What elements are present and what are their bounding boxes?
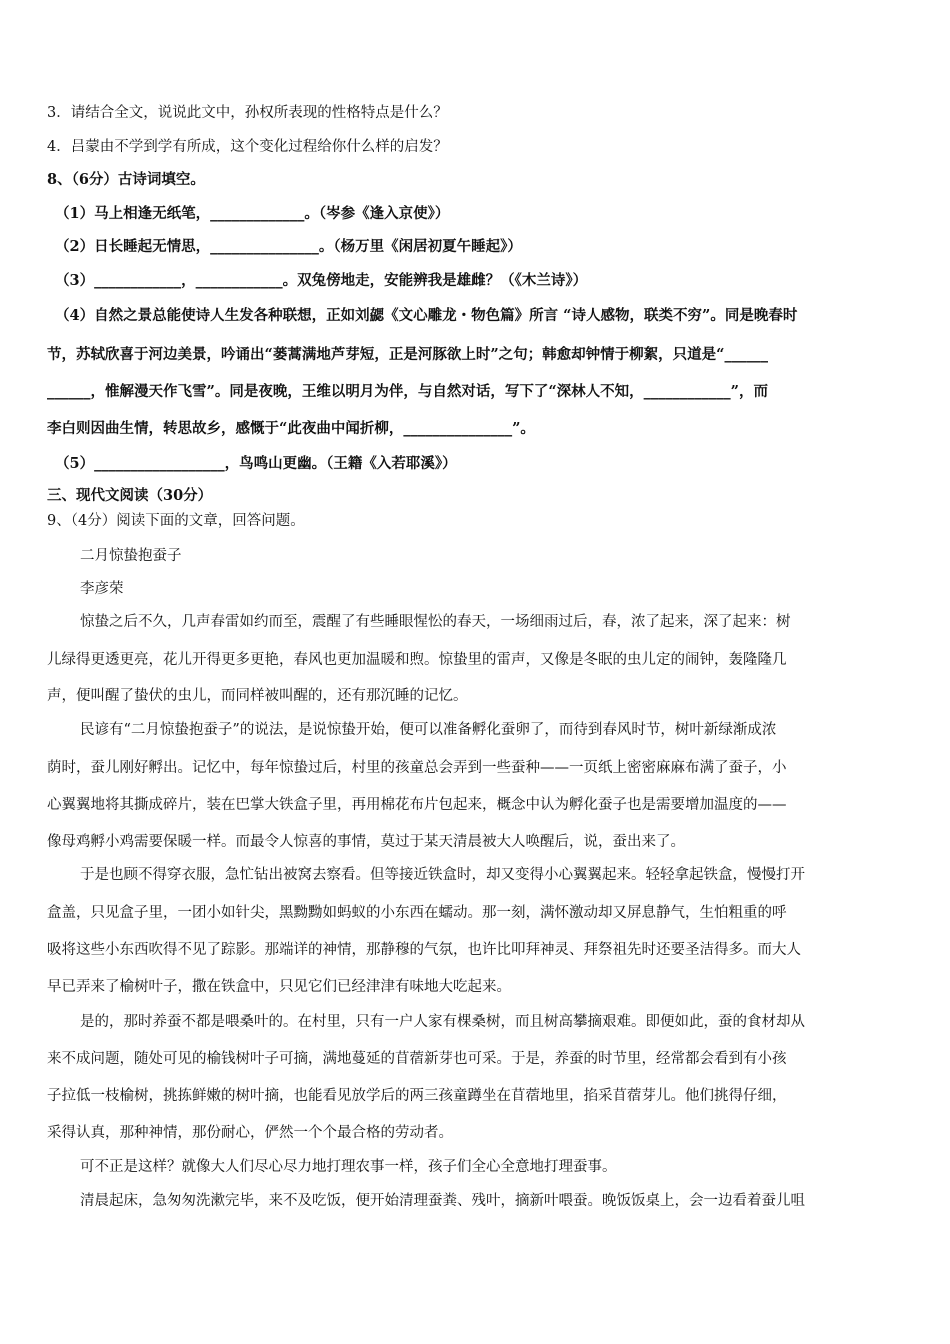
paragraph-line: 早已弄来了榆树叶子，撒在铁盒中，只见它们已经津津有味地大吃起来。 [47, 979, 511, 995]
poem-fill-item-5: （5）__________________，鸟鸣山更幽。（王籍《入若耶溪》） [55, 455, 457, 472]
paragraph-line: 子拉低一枝榆树，挑拣鲜嫩的树叶摘，也能看见放学后的两三孩童蹲坐在苜蓿地里，掐采苜蓿芽儿。他们挑得仔细， [47, 1088, 787, 1104]
poem-fill-item-4-line: （4）自然之景总能使诗人生发各种联想，正如刘勰《文心雕龙・物色篇》所言 “诗人感物，联类不穷”。同是晚春时 [55, 307, 798, 324]
article-title: 二月惊蛰抱蚕子 [80, 548, 182, 564]
paragraph-line: 荫时，蚕儿刚好孵出。记忆中，每年惊蛰过后，村里的孩童总会弄到一些蚕种——一页纸上密密麻麻布满了蚕子，小 [47, 760, 787, 776]
poem-fill-item-2: （2）日长睡起无情思，_______________。（杨万里《闲居初夏午睡起》） [55, 238, 522, 255]
poem-fill-item-4-line: 节，苏轼欣喜于河边美景，吟诵出“蒌蒿满地芦芽短，正是河豚欲上时”之句；韩愈却钟情于柳絮，只道是“______ [47, 346, 769, 363]
paragraph-line: 声，便叫醒了蛰伏的虫儿，而同样被叫醒的，还有那沉睡的记忆。 [47, 688, 468, 704]
paragraph-line: 盒盖，只见盒子里，一团小如针尖，黑黝黝如蚂蚁的小东西在蠕动。那一刻，满怀激动却又屏息静气，生怕粗重的呼 [47, 905, 787, 921]
section-3-heading: 三、现代文阅读（30分） [47, 487, 213, 504]
paragraph-line: 是的，那时养蚕不都是喂桑叶的。在村里，只有一户人家有棵桑树，而且树高攀摘艰难。即便如此，蚕的食材却从 [80, 1014, 805, 1030]
paragraph-line: 儿绿得更透更亮，花儿开得更多更艳，春风也更加温暖和煦。惊蛰里的雷声，又像是冬眠的虫儿定的闹钟，轰隆隆几 [47, 652, 787, 668]
paragraph-line: 像母鸡孵小鸡需要保暖一样。而最令人惊喜的事情，莫过于某天清晨被大人唤醒后，说，蚕出来了。 [47, 834, 685, 850]
paragraph-line: 民谚有“二月惊蛰抱蚕子”的说法，是说惊蛰开始，便可以准备孵化蚕卵了，而待到春风时节，树叶新绿渐成浓 [80, 722, 777, 738]
question-4: 4．吕蒙由不学到学有所成，这个变化过程给你什么样的启发？ [47, 139, 448, 155]
poem-fill-item-3: （3）____________，____________。双兔傍地走，安能辨我是雄雌？（《木兰诗》） [55, 272, 588, 289]
article-author: 李彦荣 [80, 581, 124, 597]
paragraph-line: 来不成问题，随处可见的榆钱树叶子可摘，满地蔓延的苜蓿新芽也可采。于是，养蚕的时节里，经常都会看到有小孩 [47, 1051, 787, 1067]
paragraph-line: 于是也顾不得穿衣服，急忙钻出被窝去察看。但等接近铁盒时，却又变得小心翼翼起来。轻轻拿起铁盒，慢慢打开 [80, 867, 805, 883]
paragraph-line: 心翼翼地将其撕成碎片，装在巴掌大铁盒子里，再用棉花布片包起来，概念中认为孵化蚕子也是需要增加温度的—— [47, 797, 787, 813]
question-9-prompt: 9、（4分）阅读下面的文章，回答问题。 [47, 513, 305, 529]
question-3: 3．请结合全文，说说此文中，孙权所表现的性格特点是什么？ [47, 105, 448, 121]
paragraph-line: 可不正是这样？就像大人们尽心尽力地打理农事一样，孩子们全心全意地打理蚕事。 [80, 1159, 617, 1175]
poem-fill-item-4-line: 李白则因曲生情，转思故乡，感慨于“此夜曲中闻折柳，_______________”。 [47, 420, 535, 437]
question-8-heading: 8、（6分）古诗词填空。 [47, 171, 205, 188]
paragraph-line: 清晨起床，急匆匆洗漱完毕，来不及吃饭，便开始清理蚕粪、残叶，摘新叶喂蚕。晚饭饭桌上，会一边看着蚕儿咀 [80, 1193, 805, 1209]
poem-fill-item-4-line: ______，惟解漫天作飞雪”。同是夜晚，王维以明月为伴，与自然对话，写下了“深林人不知，____________”，而 [47, 383, 769, 400]
paragraph-line: 采得认真，那种神情，那份耐心，俨然一个个最合格的劳动者。 [47, 1125, 453, 1141]
paragraph-line: 吸将这些小东西吹得不见了踪影。那端详的神情，那静穆的气氛，也许比叩拜神灵、拜祭祖先时还要圣洁得多。而大人 [47, 942, 801, 958]
poem-fill-item-1: （1）马上相逢无纸笔，_____________。（岑参《逢入京使》） [55, 205, 450, 222]
paragraph-line: 惊蛰之后不久，几声春雷如约而至，震醒了有些睡眼惺忪的春天，一场细雨过后，春，浓了起来，深了起来：树 [80, 614, 791, 630]
